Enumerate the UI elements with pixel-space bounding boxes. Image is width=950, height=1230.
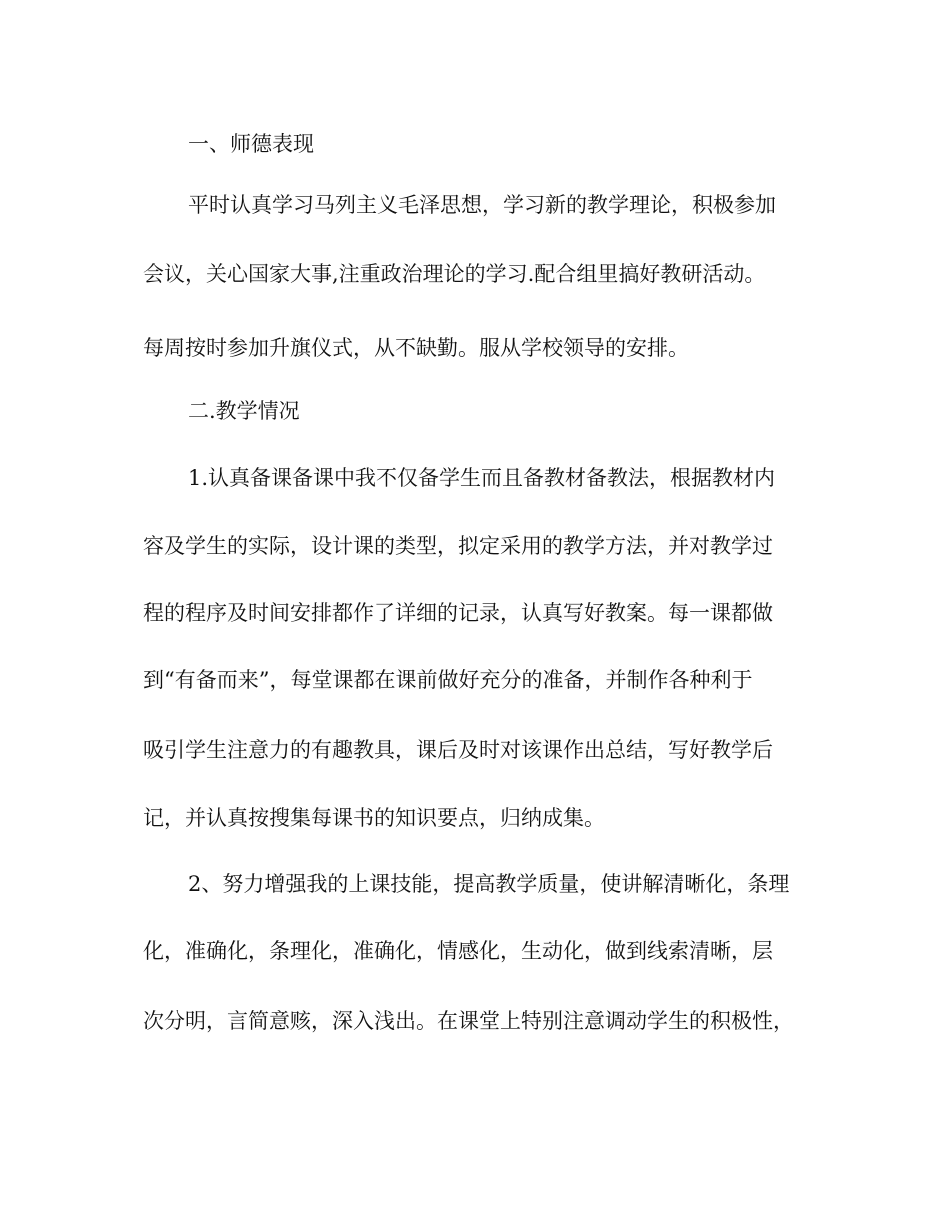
paragraph-line: 平时认真学习马列主义毛泽思想，学习新的教学理论，积极参加 [188,193,776,217]
paragraph-line: 1.认真备课备课中我不仅备学生而且备教材备教法，根据教材内 [188,466,776,490]
paragraph-line: 容及学生的实际，设计课的类型，拟定采用的教学方法，并对教学过 [143,534,773,558]
paragraph-line: 2、努力增强我的上课技能，提高教学质量，使讲解清晰化，条理 [188,872,790,896]
paragraph-line: 次分明，言简意赅，深入浅出。在课堂上特别注意调动学生的积极性， [143,1009,794,1033]
paragraph-line: 每周按时参加升旗仪式，从不缺勤。服从学校领导的安排。 [143,336,689,360]
paragraph-line: 化，准确化，条理化，准确化，情感化，生动化，做到线索清晰，层 [143,939,773,963]
paragraph-line: 记，并认真按搜集每课书的知识要点，归纳成集。 [143,806,605,830]
paragraph-line: 程的程序及时间安排都作了详细的记录，认真写好教案。每一课都做 [143,601,773,625]
heading-teacher-ethics: 一、师德表现 [188,132,314,156]
paragraph-line: 吸引学生注意力的有趣教具，课后及时对该课作出总结，写好教学后 [143,738,773,762]
heading-teaching-situation: 二.教学情况 [188,399,300,423]
paragraph-line: 会议，关心国家大事,注重政治理论的学习.配合组里搞好教研活动。 [143,262,766,286]
paragraph-line: 到“有备而来”，每堂课都在课前做好充分的准备，并制作各种利于 [143,668,753,692]
